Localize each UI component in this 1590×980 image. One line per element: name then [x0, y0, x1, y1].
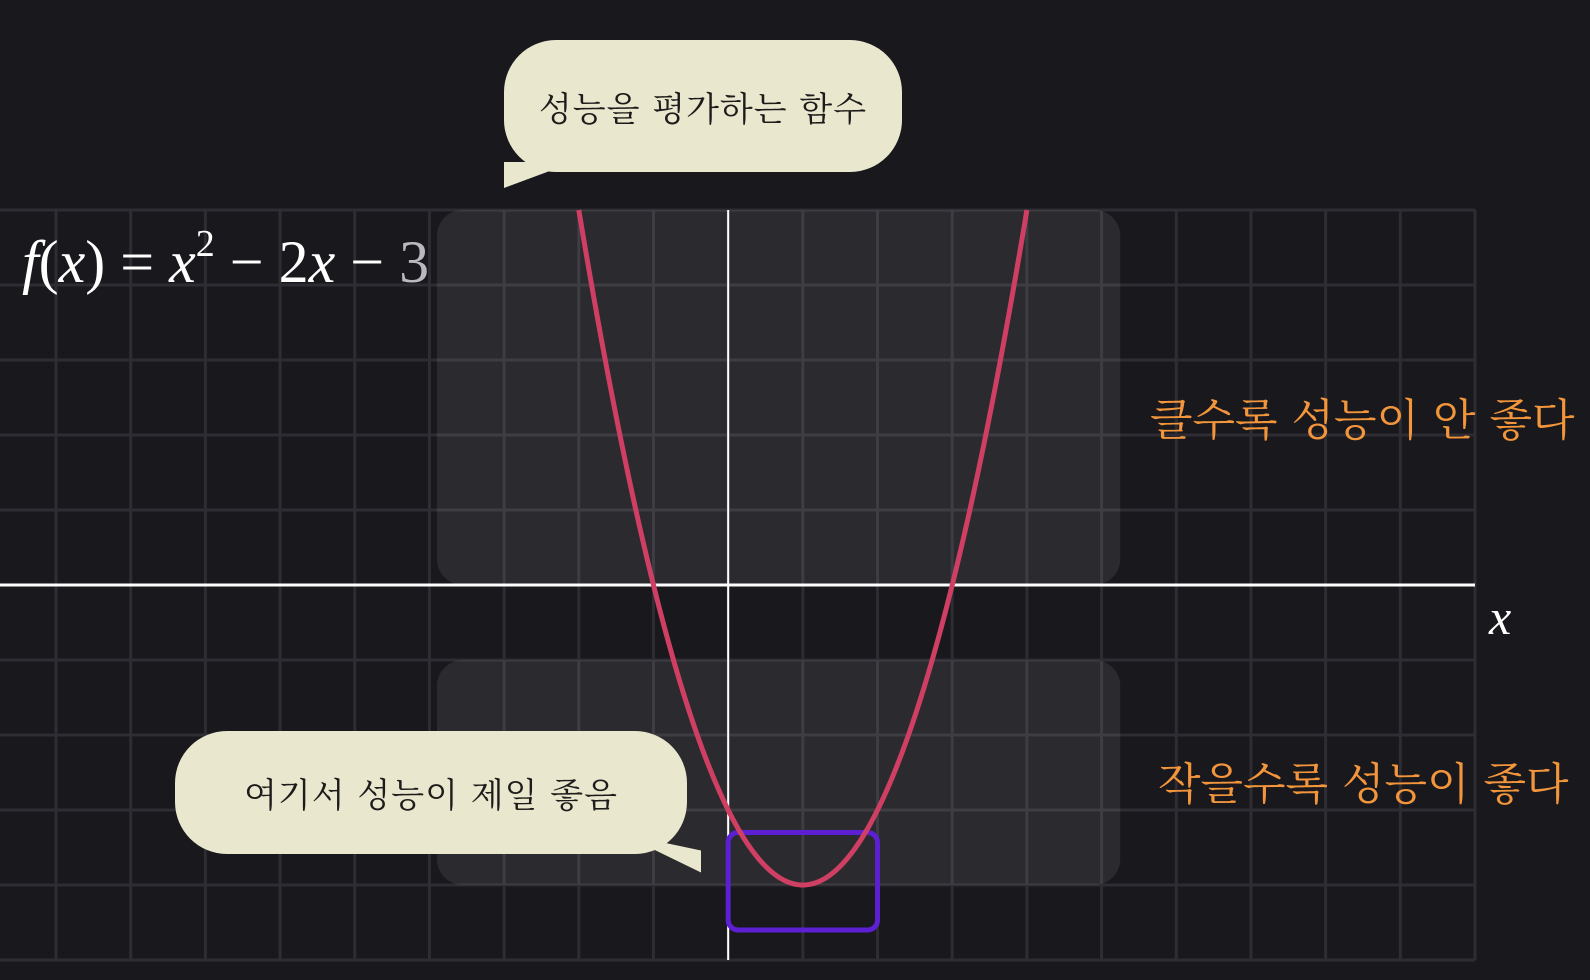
top-bubble-text: 성능을 평가하는 함수 [538, 89, 868, 130]
x-axis-label: x [1489, 589, 1512, 645]
upper-region-note: 클수록 성능이 안 좋다 [1150, 395, 1575, 446]
formula-exponent: 2 [195, 223, 215, 265]
formula-open-paren: ( [38, 229, 59, 295]
top-speech-bubble [504, 40, 902, 172]
bottom-bubble-text: 여기서 성능이 제일 좋음 [244, 776, 618, 816]
formula-x: x [58, 229, 86, 295]
lower-region-note: 작을수록 성능이 좋다 [1158, 759, 1569, 810]
formula-minus-two: − 2 [214, 229, 309, 295]
formula-constant: 3 [399, 229, 430, 295]
formula-minus: − [335, 229, 400, 295]
formula-close-eq: ) = [85, 229, 170, 295]
bottom-speech-bubble [175, 731, 687, 854]
formula-x-linear: x [308, 229, 336, 295]
top-bubble-tail [504, 162, 574, 188]
formula-x-squared-base: x [169, 229, 196, 295]
formula-f: f [22, 229, 39, 295]
function-formula [22, 223, 430, 297]
